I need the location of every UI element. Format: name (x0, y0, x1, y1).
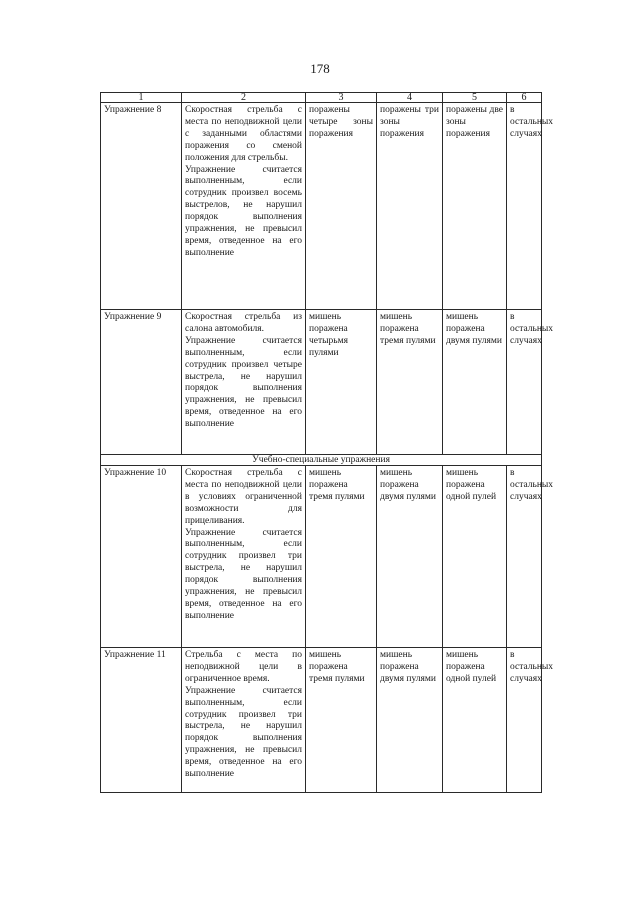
exercise-description (182, 648, 306, 793)
exercise-name: Упражнение 9 (101, 310, 182, 455)
description-paragraph: Упражнение считается выполненным, если сотрудник произвел три выстрела, не нарушил порядок выполнения упражнения, не превысил время, отведенное на его выполнение (185, 527, 302, 621)
column-header-5: 5 (443, 93, 507, 103)
table-row (101, 466, 542, 648)
grade-excellent: мишень поражена тремя пулями (306, 648, 377, 793)
grade-excellent: поражены четыре зоны поражения (306, 103, 377, 310)
table-row (101, 310, 542, 455)
exercise-table (100, 92, 554, 793)
description-paragraph: Упражнение считается выполненным, если сотрудник произвел три выстрела, не нарушил порядок выполнения упражнения, не превысил время, отведенное на его выполнение (185, 685, 302, 780)
exercise-description (182, 103, 306, 310)
grade-unsatisfactory: в остальных случаях (507, 466, 542, 648)
description-paragraph: Упражнение считается выполненным, если сотрудник произвел восемь выстрелов, не нарушил порядок выполнения упражнения, не превысил время, отведенное на его выполнение (185, 164, 302, 258)
grade-unsatisfactory: в остальных случаях (507, 648, 542, 793)
grade-excellent: мишень поражена четырьмя пулями (306, 310, 377, 455)
column-header-2: 2 (182, 93, 306, 103)
description-paragraph: Упражнение считается выполненным, если сотрудник произвел четыре выстрела, не нарушил порядок выполнения упражнения, не превысил время, отведенное на его выполнение (185, 335, 302, 430)
page-number: 178 (310, 61, 330, 76)
description-paragraph: Скоростная стрельба с места по неподвижной цели в условиях ограниченной возможности для прицеливания. (185, 468, 302, 526)
column-header-4: 4 (377, 93, 443, 103)
grade-good: мишень поражена тремя пулями (377, 310, 443, 455)
grade-satisfactory: мишень поражена одной пулей (443, 466, 507, 648)
grade-good: мишень поражена двумя пулями (377, 466, 443, 648)
section-row (101, 455, 542, 466)
grade-satisfactory: мишень поражена одной пулей (443, 648, 507, 793)
grade-good: поражены три зоны поражения (377, 103, 443, 310)
header-row (101, 93, 542, 103)
table-row (101, 103, 542, 310)
grade-unsatisfactory: в остальных случаях (507, 310, 542, 455)
exercise-name: Упражнение 11 (101, 648, 182, 793)
exercise-description (182, 310, 306, 455)
exercise-name: Упражнение 8 (101, 103, 182, 310)
exercise-name: Упражнение 10 (101, 466, 182, 648)
column-header-1: 1 (101, 93, 182, 103)
column-header-6: 6 (507, 93, 542, 103)
grade-unsatisfactory: в остальных случаях (507, 103, 542, 310)
column-header-3: 3 (306, 93, 377, 103)
description-paragraph: Скоростная стрельба из салона автомобиля. (185, 312, 302, 334)
table-row (101, 648, 542, 793)
grade-satisfactory: поражены две зоны поражения (443, 103, 507, 310)
description-paragraph: Стрельба с места по неподвижной цели в ограниченное время. (185, 650, 302, 684)
grade-excellent: мишень поражена тремя пулями (306, 466, 377, 648)
grade-satisfactory: мишень поражена двумя пулями (443, 310, 507, 455)
exercise-description (182, 466, 306, 648)
grade-good: мишень поражена двумя пулями (377, 648, 443, 793)
section-title: Учебно-специальные упражнения (101, 455, 542, 466)
description-paragraph: Скоростная стрельба с места по неподвижной цели с заданными областями поражения со сменой положения для стрельбы. (185, 105, 302, 163)
